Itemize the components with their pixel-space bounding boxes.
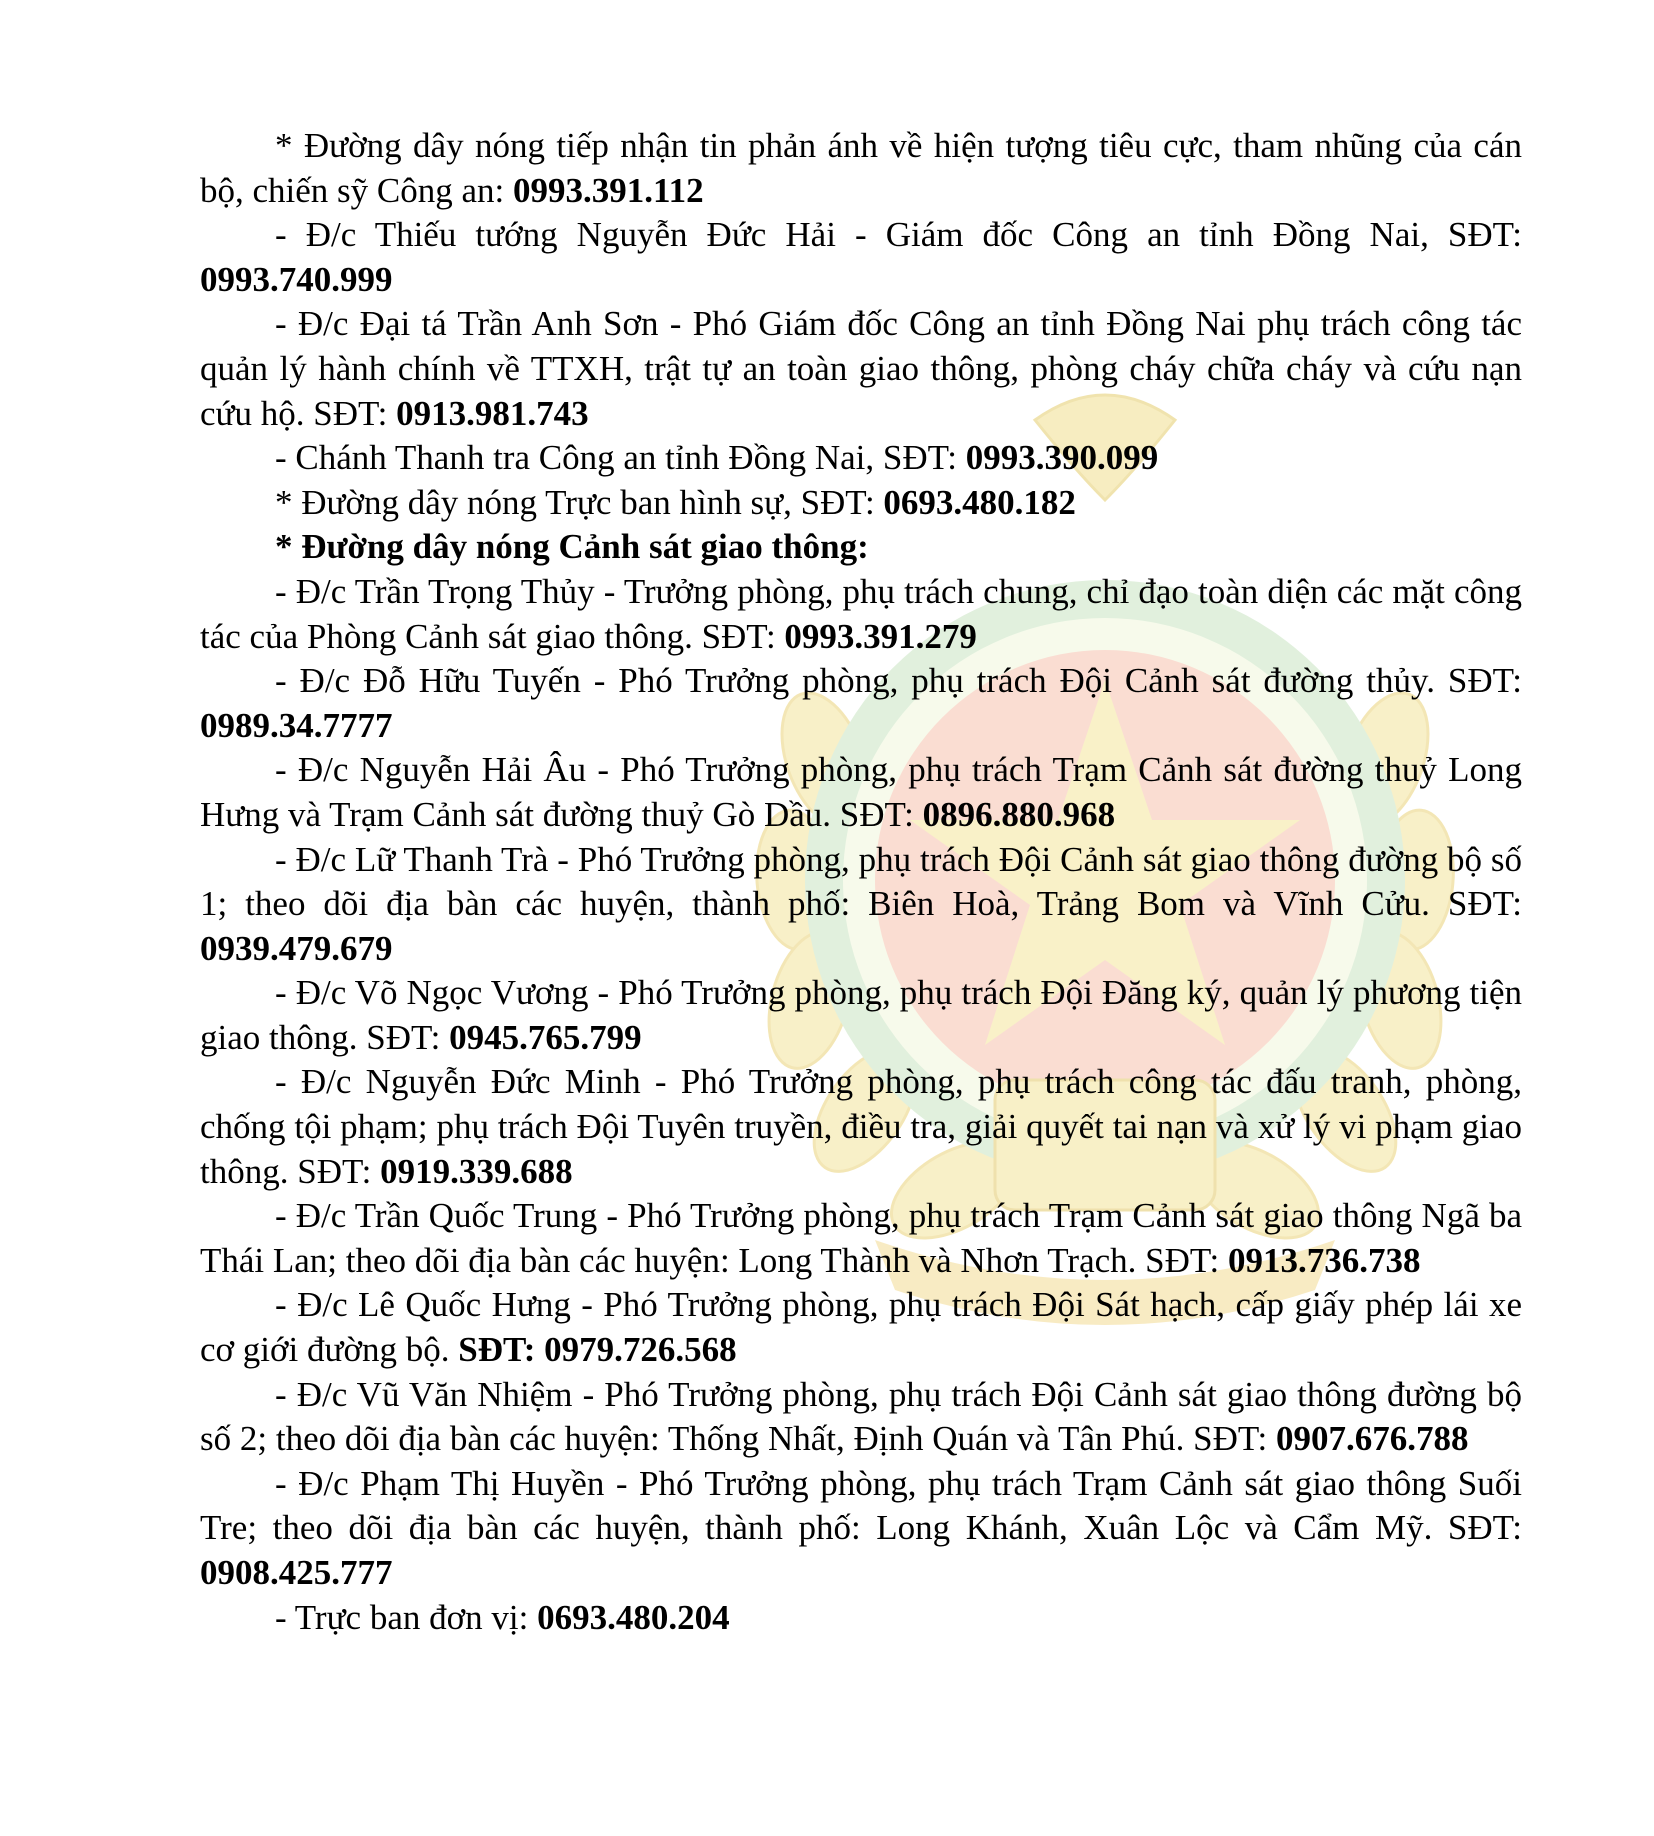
paragraph-text: - Đ/c Thiếu tướng Nguyễn Đức Hải - Giám đốc Công an tỉnh Đồng Nai, SĐT:: [275, 215, 1522, 255]
hotline-paragraph: [200, 1596, 1522, 1641]
phone-number: 0989.34.7777: [200, 705, 393, 745]
phone-number: SĐT: 0979.726.568: [458, 1330, 737, 1370]
phone-number: 0907.676.788: [1275, 1419, 1469, 1459]
phone-number: 0913.981.743: [396, 393, 589, 433]
hotline-paragraph: [200, 570, 1522, 659]
hotline-paragraph: [200, 436, 1522, 481]
paragraph-text: - Trực ban đơn vị:: [275, 1597, 538, 1637]
paragraph-text: - Đ/c Phạm Thị Huyền - Phó Trưởng phòng, phụ trách Trạm Cảnh sát giao thông Suối Tre; theo dõi địa bàn các huyện, thành phố: Long Khánh, Xuân Lộc và Cẩm Mỹ. SĐT:: [200, 1463, 1522, 1548]
hotline-paragraph: [200, 659, 1522, 748]
phone-number: 0919.339.688: [380, 1151, 573, 1191]
phone-number: 0693.480.204: [537, 1597, 730, 1637]
paragraph-text: * Đường dây nóng Trực ban hình sự, SĐT:: [275, 482, 884, 522]
phone-number: 0908.425.777: [200, 1553, 393, 1592]
hotline-paragraph: [200, 1194, 1522, 1283]
hotline-paragraph: [200, 525, 1522, 570]
phone-number: * Đường dây nóng Cảnh sát giao thông:: [275, 527, 869, 567]
phone-number: 0939.479.679: [200, 928, 393, 968]
document-body: [200, 124, 1522, 1640]
paragraph-text: - Đ/c Vũ Văn Nhiệm - Phó Trưởng phòng, phụ trách Đội Cảnh sát giao thông đường bộ số 2; theo dõi địa bàn các huyện: Thống Nhất, Định Quán và Tân Phú. SĐT:: [200, 1374, 1522, 1459]
hotline-paragraph: [200, 481, 1522, 526]
paragraph-text: - Đ/c Đại tá Trần Anh Sơn - Phó Giám đốc Công an tỉnh Đồng Nai phụ trách công tác quản lý hành chính về TTXH, trật tự an toàn giao thông, phòng cháy chữa cháy và cứu nạn cứu hộ. SĐT:: [200, 304, 1522, 433]
paragraph-text: - Đ/c Trần Trọng Thủy - Trưởng phòng, phụ trách chung, chỉ đạo toàn diện các mặt công tác của Phòng Cảnh sát giao thông. SĐT:: [200, 571, 1522, 656]
phone-number: 0693.480.182: [883, 482, 1076, 522]
paragraph-text: - Chánh Thanh tra Công an tỉnh Đồng Nai, SĐT:: [275, 438, 966, 478]
paragraph-text: - Đ/c Trần Quốc Trung - Phó Trưởng phòng, phụ trách Trạm Cảnh sát giao thông Ngã ba Thái Lan; theo dõi địa bàn các huyện: Long Thành và Nhơn Trạch. SĐT:: [200, 1196, 1522, 1280]
phone-number: 0993.391.112: [513, 170, 704, 210]
phone-number: 0993.390.099: [965, 438, 1159, 478]
paragraph-text: - Đ/c Võ Ngọc Vương - Phó Trưởng phòng, phụ trách Đội Đăng ký, quản lý phương tiện giao thông. SĐT:: [200, 973, 1522, 1057]
hotline-paragraph: [200, 213, 1522, 302]
phone-number: 0993.391.279: [784, 616, 977, 656]
paragraph-text: * Đường dây nóng tiếp nhận tin phản ánh về hiện tượng tiêu cực, tham nhũng của cán bộ, chiến sỹ Công an:: [200, 126, 1522, 210]
hotline-paragraph: [200, 302, 1522, 436]
hotline-paragraph: [200, 1462, 1522, 1596]
phone-number: 0993.740.999: [200, 259, 393, 299]
phone-number: 0896.880.968: [922, 794, 1116, 834]
hotline-paragraph: [200, 748, 1522, 837]
paragraph-text: - Đ/c Lữ Thanh Trà - Phó Trưởng phòng, phụ trách Đội Cảnh sát giao thông đường bộ số 1; theo dõi địa bàn các huyện, thành phố: Biên Hoà, Trảng Bom và Vĩnh Cửu. SĐT:: [200, 839, 1522, 924]
paragraph-text: - Đ/c Nguyễn Đức Minh - Phó Trưởng phòng, phụ trách công tác đấu tranh, phòng, chống tội phạm; phụ trách Đội Tuyên truyền, điều tra, giải quyết tai nạn và xử lý vi phạm giao thông. SĐT:: [200, 1062, 1522, 1191]
hotline-paragraph: [200, 1060, 1522, 1194]
hotline-paragraph: [200, 1373, 1522, 1462]
hotline-paragraph: [200, 971, 1522, 1060]
hotline-paragraph: [200, 1283, 1522, 1372]
paragraph-text: - Đ/c Nguyễn Hải Âu - Phó Trưởng phòng, phụ trách Trạm Cảnh sát đường thuỷ Long Hưng và Trạm Cảnh sát đường thuỷ Gò Dầu. SĐT:: [200, 750, 1522, 834]
paragraph-text: - Đ/c Đỗ Hữu Tuyến - Phó Trưởng phòng, phụ trách Đội Cảnh sát đường thủy. SĐT:: [275, 661, 1522, 701]
phone-number: 0945.765.799: [449, 1017, 642, 1057]
hotline-paragraph: [200, 124, 1522, 213]
phone-number: 0913.736.738: [1228, 1240, 1421, 1280]
paragraph-text: - Đ/c Lê Quốc Hưng - Phó Trưởng phòng, phụ trách Đội Sát hạch, cấp giấy phép lái xe cơ giới đường bộ.: [200, 1285, 1522, 1370]
hotline-paragraph: [200, 838, 1522, 972]
